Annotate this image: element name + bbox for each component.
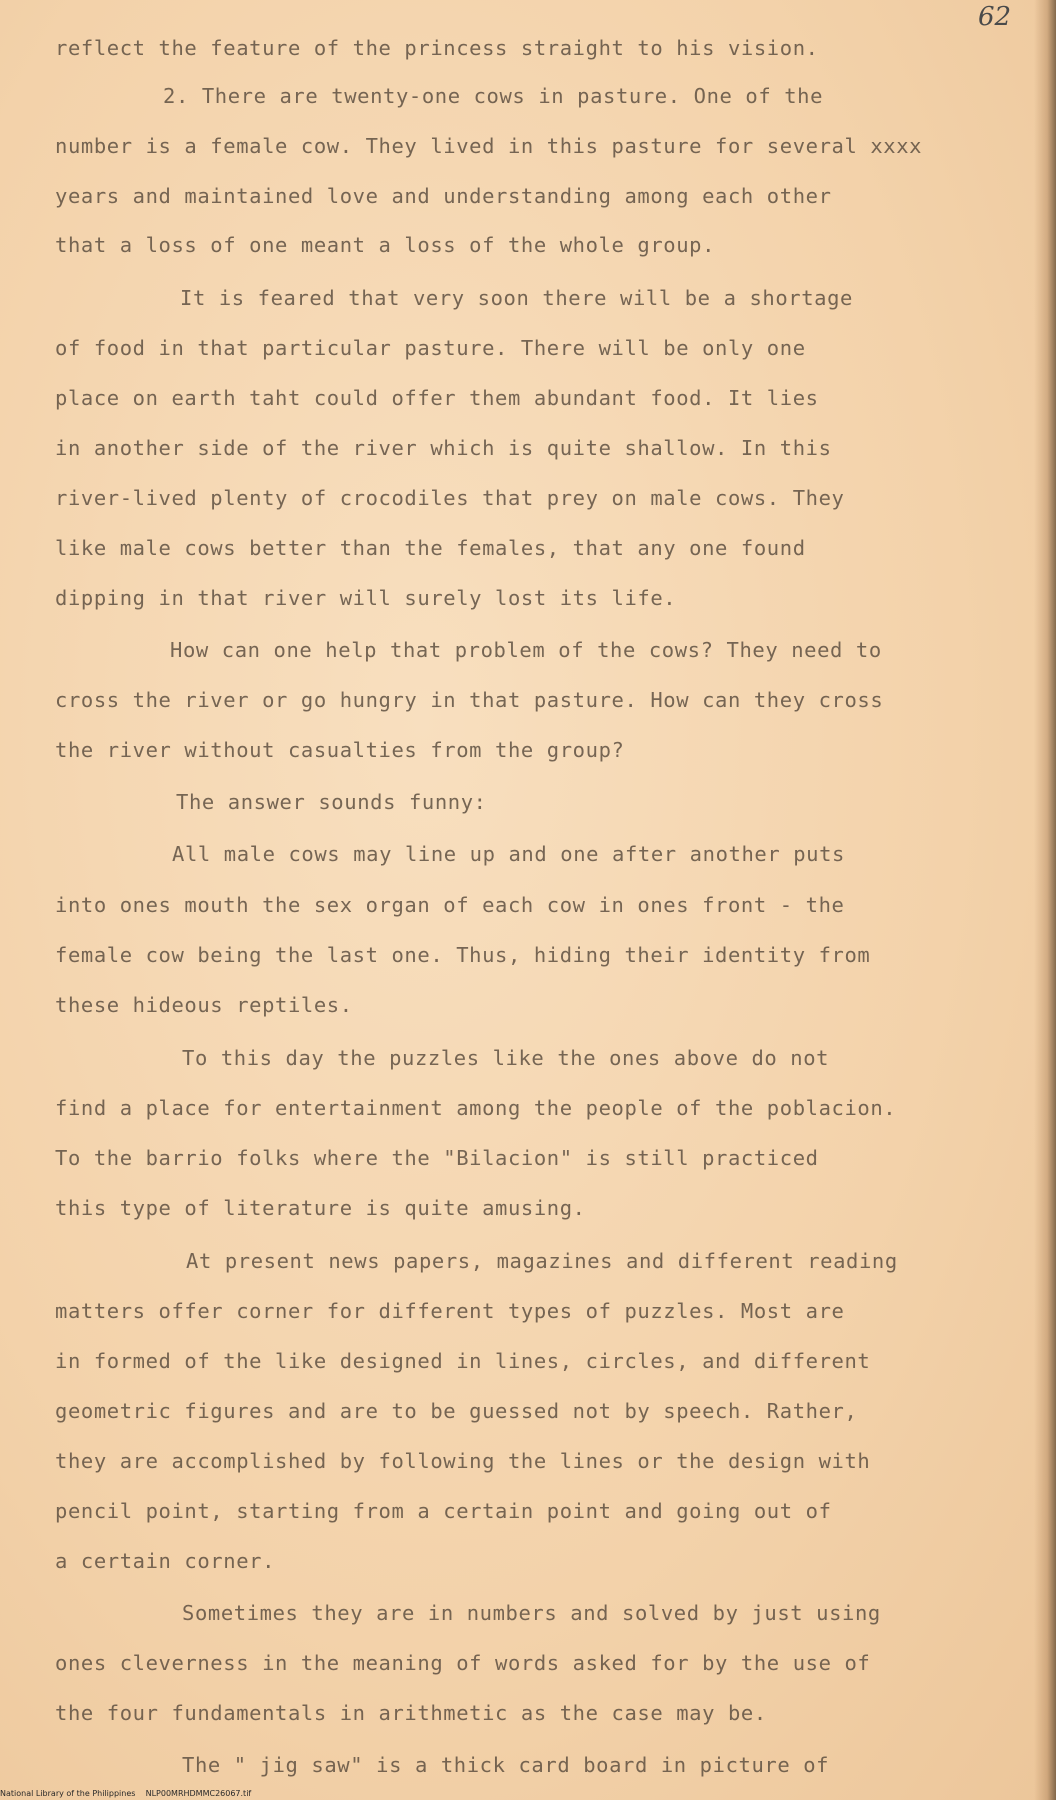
text-line: All male cows may line up and one after another puts	[172, 842, 845, 866]
text-line: of food in that particular pasture. There will be only one	[55, 336, 806, 360]
text-line: the four fundamentals in arithmetic as the case may be.	[55, 1701, 767, 1725]
text-line: ones cleverness in the meaning of words asked for by the use of	[55, 1651, 871, 1675]
text-line: female cow being the last one. Thus, hiding their identity from	[55, 943, 871, 967]
text-line: find a place for entertainment among the people of the poblacion.	[55, 1096, 897, 1120]
text-line: they are accomplished by following the lines or the design with	[55, 1449, 871, 1473]
text-line: reflect the feature of the princess straight to his vision.	[55, 36, 819, 60]
text-line: number is a female cow. They lived in this pasture for several xxxx	[55, 134, 923, 158]
text-line: How can one help that problem of the cows? They need to	[170, 638, 882, 662]
text-line: place on earth taht could offer them abundant food. It lies	[55, 386, 819, 410]
text-line: cross the river or go hungry in that pasture. How can they cross	[55, 688, 884, 712]
scan-footer-caption: National Library of the Philippines NLP00MRHDMMC26067.tif	[0, 1789, 252, 1798]
text-line: Sometimes they are in numbers and solved by just using	[182, 1601, 881, 1625]
text-line: river-lived plenty of crocodiles that prey on male cows. They	[55, 486, 845, 510]
text-line: this type of literature is quite amusing.	[55, 1196, 586, 1220]
text-line: years and maintained love and understanding among each other	[55, 184, 832, 208]
text-line: To the barrio folks where the "Bilacion" is still practiced	[55, 1146, 819, 1170]
text-line: 2. There are twenty-one cows in pasture. One of the	[163, 84, 824, 108]
text-line: dipping in that river will surely lost its life.	[55, 586, 677, 610]
text-line: a certain corner.	[55, 1549, 276, 1573]
text-line: The " jig saw" is a thick card board in picture of	[182, 1753, 830, 1777]
text-line: To this day the puzzles like the ones above do not	[182, 1046, 830, 1070]
text-line: matters offer corner for different types of puzzles. Most are	[55, 1299, 845, 1323]
text-line: geometric figures and are to be guessed not by speech. Rather,	[55, 1399, 858, 1423]
text-line: like male cows better than the females, that any one found	[55, 536, 806, 560]
text-line: The answer sounds funny:	[176, 790, 487, 814]
text-line: in formed of the like designed in lines, circles, and different	[55, 1349, 871, 1373]
text-line: At present news papers, magazines and different reading	[186, 1249, 898, 1273]
page-number: 62	[978, 2, 1012, 32]
text-line: these hideous reptiles.	[55, 993, 353, 1017]
text-line: that a loss of one meant a loss of the whole group.	[55, 233, 716, 257]
text-line: into ones mouth the sex organ of each cow in ones front - the	[55, 893, 845, 917]
text-line: in another side of the river which is quite shallow. In this	[55, 436, 832, 460]
text-line: pencil point, starting from a certain point and going out of	[55, 1499, 832, 1523]
text-line: It is feared that very soon there will be a shortage	[180, 286, 853, 310]
text-line: the river without casualties from the group?	[55, 738, 625, 762]
